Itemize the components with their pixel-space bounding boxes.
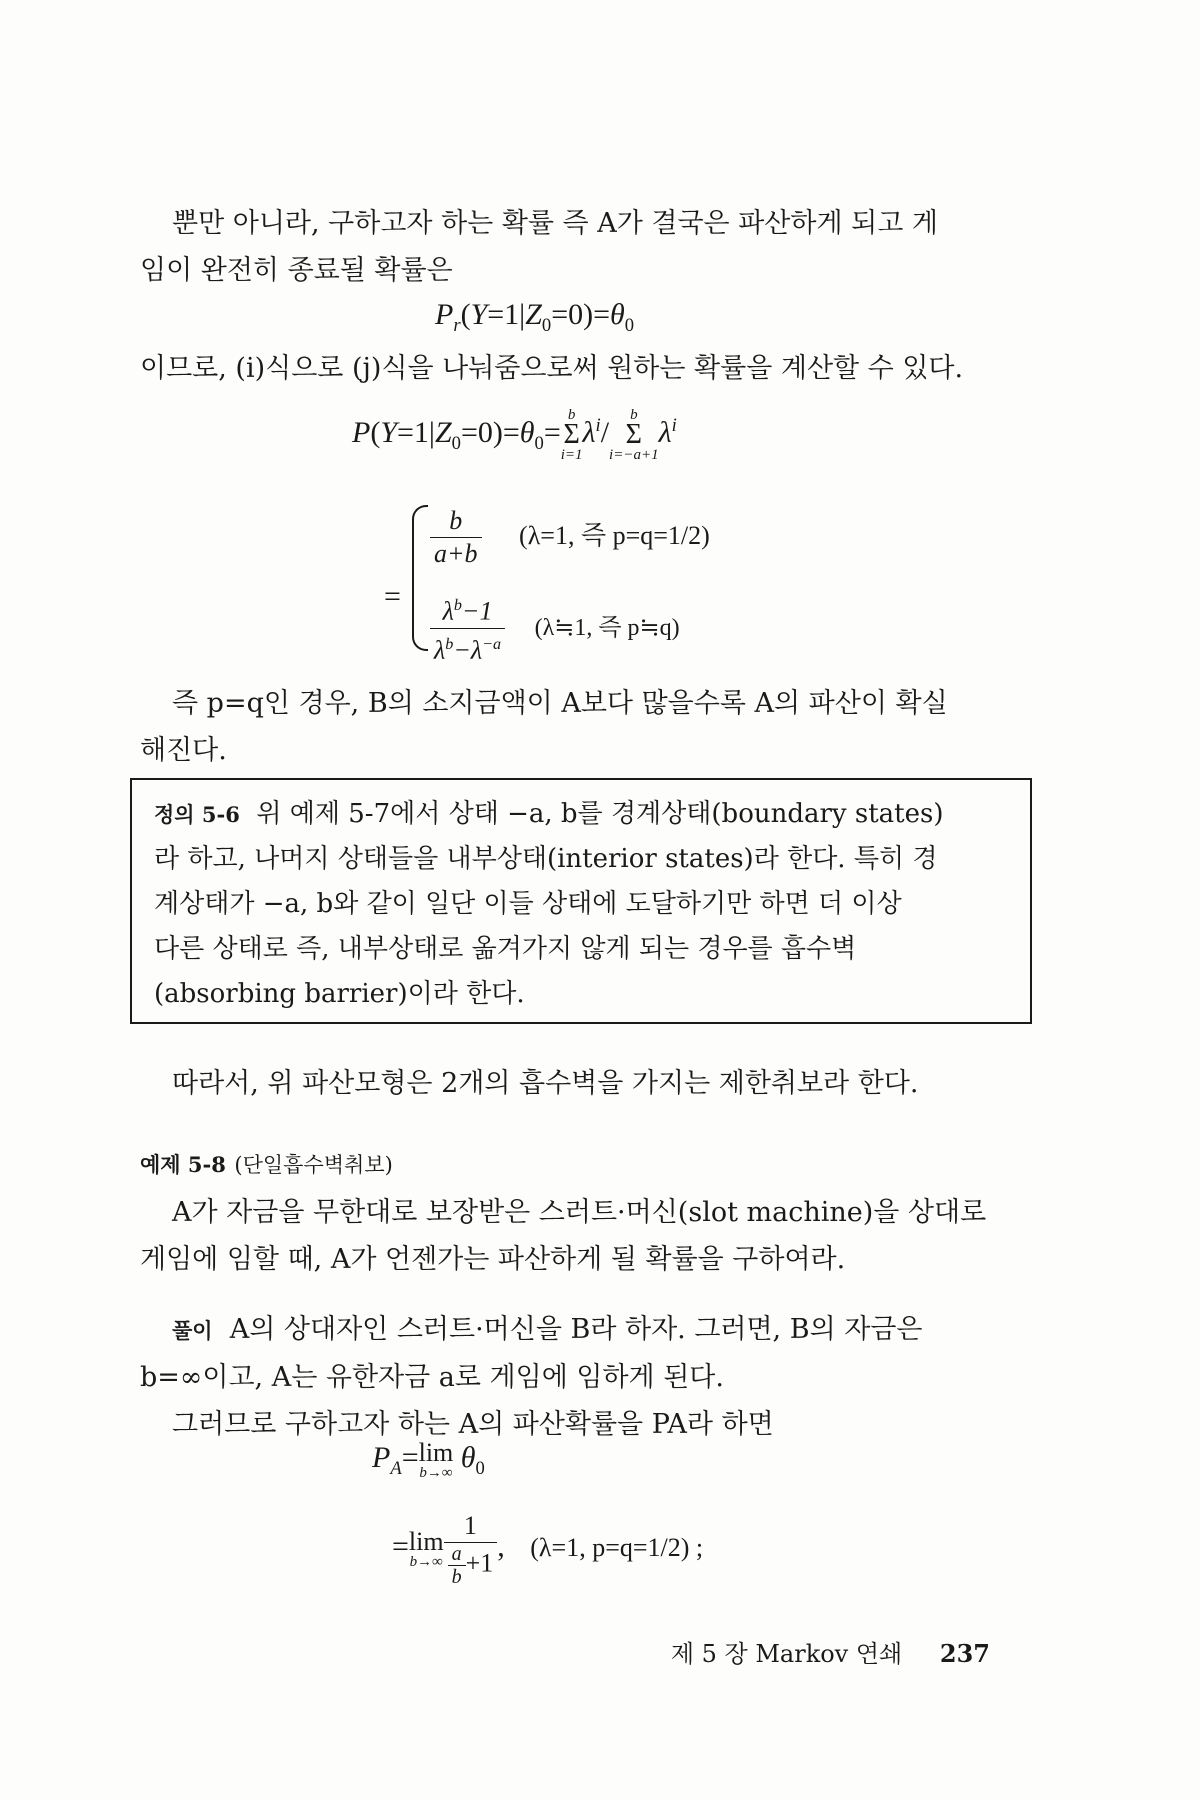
example-line-1: A가 자금을 무한대로 보장받은 스러트·머신(slot machine)을 상대로	[172, 1197, 987, 1228]
definition-box	[130, 778, 1032, 1024]
paragraph-4	[140, 1060, 1040, 1107]
page-footer	[671, 1634, 990, 1669]
definition-line-1-text: 위 예제 5-7에서 상태 −a, b를 경계상태(boundary states)	[256, 799, 944, 829]
case-1-condition: (λ=1, 즉 p=q=1/2)	[519, 521, 710, 551]
paragraph-3-line-2: 해진다.	[140, 735, 227, 766]
paragraph-4-text: 따라서, 위 파산모형은 2개의 흡수벽을 가지는 제한취보라 한다.	[172, 1068, 919, 1099]
paragraph-1	[140, 200, 1040, 294]
solution-label: 풀이	[172, 1318, 213, 1343]
definition-line-3: 계상태가 −a, b와 같이 일단 이들 상태에 도달하기만 하면 더 이상	[154, 889, 902, 919]
left-brace	[412, 505, 428, 651]
paragraph-2	[140, 345, 1040, 392]
equation-prob-terminate: $P_r(Y=1|Z_0=0)=\theta_0$	[435, 298, 635, 336]
paragraph-2-text: 이므로, (i)식으로 (j)식을 나눠줌으로써 원하는 확률을 계산할 수 있다.	[140, 353, 964, 384]
chapter-title: 제 5 장 Markov 연쇄	[670, 1640, 903, 1668]
definition-label: 정의 5-6	[154, 802, 240, 827]
solution-line-1-text: A의 상대자인 스러트·머신을 B라 하자. 그러면, B의 자금은	[229, 1314, 923, 1345]
paragraph-1-line-1: 뿐만 아니라, 구하고자 하는 확률 즉 A가 결국은 파산하게 되고 게	[172, 208, 938, 239]
case-2-condition: (λ≒1, 즉 p≒q)	[534, 615, 680, 642]
equation-ratio-sum: $P(Y=1|Z_0=0)=\theta_0=$ b Σ i=1 $\lambda^i/$ b Σ i=−a+1 $\lambda^i$	[352, 407, 677, 463]
paragraph-3-line-1: 즉 p=q인 경우, B의 소지금액이 A보다 많을수록 A의 파산이 확실	[172, 688, 948, 719]
definition-line-1	[154, 792, 1016, 837]
limit-condition: (λ=1, p=q=1/2) ;	[530, 1532, 704, 1562]
definition-line-5: (absorbing barrier)이라 한다.	[154, 979, 525, 1009]
example-title: (단일흡수벽취보)	[234, 1153, 393, 1177]
definition-line-2: 라 하고, 나머지 상태들을 내부상태(interior states)라 한다. 특히 경	[154, 844, 938, 874]
solution-block	[140, 1306, 1040, 1448]
equation-limit-1: $P_A=$ lim b→∞ $\theta_0$	[372, 1438, 485, 1481]
solution-line-1	[140, 1306, 1040, 1354]
example-label: 예제 5-8	[140, 1152, 226, 1177]
case-2: $\frac{\lambda^b-1}{\lambda^b-\lambda^{-a}}$ (λ≒1, 즉 p≒q)	[430, 590, 680, 666]
paragraph-3	[140, 680, 1040, 774]
example-heading	[140, 1140, 1040, 1189]
example-line-2: 게임에 임할 때, A가 언젠가는 파산하게 될 확률을 구하여라.	[140, 1244, 846, 1275]
equals-sign: =	[384, 580, 401, 613]
page-number: 237	[939, 1639, 990, 1668]
solution-line-3: 그러므로 구하고자 하는 A의 파산확률을 PA라 하면	[172, 1409, 774, 1440]
solution-line-2: b=∞이고, A는 유한자금 a로 게임에 임하게 된다.	[140, 1362, 724, 1393]
equation-limit-2: = lim b→∞ 1 $\frac{a}{b}$ +1 , (λ=1, p=q=1/2) ;	[392, 1511, 704, 1588]
case-1: $\frac{b}{a+b}$ (λ=1, 즉 p=q=1/2)	[430, 505, 710, 570]
example-block	[140, 1140, 1040, 1283]
definition-line-4: 다른 상태로 즉, 내부상태로 옮겨가지 않게 되는 경우를 흡수벽	[154, 934, 857, 964]
paragraph-1-line-2: 임이 완전히 종료될 확률은	[140, 255, 453, 286]
